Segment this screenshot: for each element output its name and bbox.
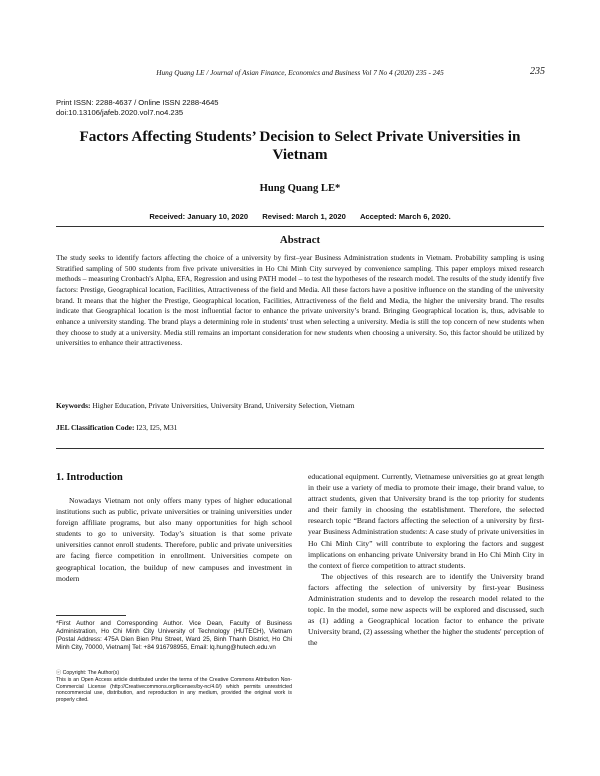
keywords-line: [56, 401, 544, 410]
accepted-date: Accepted: March 6, 2020.: [359, 212, 451, 221]
footnote-divider: [56, 615, 126, 616]
top-divider: [56, 226, 544, 227]
jel-line: [56, 423, 544, 432]
keywords-label: Keywords:: [56, 401, 91, 410]
jel-label: JEL Classification Code:: [56, 423, 135, 432]
revised-date: Revised: March 1, 2020: [262, 212, 346, 221]
paper-title: Factors Affecting Students’ Decision to Select Private Universities in Vietnam: [79, 128, 521, 163]
intro-column-1-text: Nowadays Vietnam not only offers many types of higher educational institutions such as public, private universities or training universities under foreign affiliate programs, but also many opportunities for high school students to go to university. Today’s situation is that some private universities cannot enroll students. Therefore, public and private universities are facing fierce competition in enrollment. Universities compete on geographical location, the buildup of new campuses and investment in modern: [56, 496, 292, 583]
keywords-text: Higher Education, Private Universities, University Brand, University Selection, Vietnam: [92, 401, 355, 410]
abstract-text: The study seeks to identify factors affecting the choice of a university by first–year Business Administration students in Vietnam. Probability sampling is using Stratified sampling of 500 students from five private universities in Ho Chi Minh City surveyed by convenience sampling. This paper employs mixed research methods – measuring Cronbach's Alpha, EFA, Regression and using PATH model – to test the hypotheses of the research model. The results of the study identify five factors: Prestige, Geographical location, Facilities, Attractiveness of the field and Media. All these factors have a positive influence on the standing of the university brand. It means that the higher the Prestige, Geographical location, Facilities, Attractiveness of the field and Media, the higher the university brand. The results indicate that Geographical location is the most influential factor to enhance the private university’s brand. Bringing Geographical location is, thus, advisable to enhance a university standing. The brand plays a determining role in students' trust when selecting a university. Media is still the top concern of new students when they choose to study at a university. Media still remains an important consideration for new students when choosing a university. So, this factor should be utilized by universities to enhance their attractiveness.: [56, 253, 544, 348]
intro-paragraph: educational equipment. Currently, Vietnamese universities go at great length in their use a variety of media to promote their image, their brand value, to attract students, given that University brand is the top priority for students and their family in choosing the establishment. Therefore, the selected research topic “Brand factors affecting the selection of a university by first-year Business Administration students: A case study of private universities in Ho Chi Minh City” will contribute to exploring the factors and suggest implications on enhancing private University brand in Ho Chi Minh City in the context of fierce competition to attract students.: [308, 472, 544, 570]
submission-dates: [56, 212, 544, 221]
issn-block: [56, 98, 219, 118]
jel-text: I23, I25, M31: [136, 423, 178, 432]
doi-line: doi:10.13106/jafeb.2020.vol7.no4.235: [56, 108, 184, 117]
section-divider: [56, 448, 544, 449]
issn-line: Print ISSN: 2288-4637 / Online ISSN 2288-4645: [56, 98, 219, 107]
page-number: 235: [530, 66, 545, 77]
author-footnote: *First Author and Corresponding Author. Vice Dean, Faculty of Business Administration, Ho Chi Minh City University of Technology (HUTECH), Vietnam [Postal Address: 475A Dien Bien Phu Street, Ward 25, Binh Thanh District, Ho Chi Minh City, 70000, Vietnam] Tel: +84 916798955, Email: lq.hung@hutech.edu.vn: [56, 620, 292, 652]
license-text: This is an Open Access article distributed under the terms of the Creative Commons Attribution Non-Commercial License (http://Creativecommons.org/licenses/by-nc/4.0/) which permits unrestricted noncommercial use, distribution, and reproduction in any medium, provided the original work is properly cited.: [56, 677, 292, 703]
section-heading-introduction: 1. Introduction: [56, 472, 123, 483]
intro-paragraph: The objectives of this research are to identify the University brand factors affecting the selection of university by first-year Business Administration students and to develop the research model related to the topic. In the model, some new aspects will be explored and discussed, such as (1) adding a Geographical location factor to enhance the private University brand, (2) assessing whether the higher the students' perception of the: [308, 571, 544, 648]
running-header: Hung Quang LE / Journal of Asian Finance, Economics and Business Vol 7 No 4 (2020) 235 - 245: [156, 68, 444, 77]
received-date: Received: January 10, 2020: [149, 212, 249, 221]
copyright-line: ⓒ Copyright: The Author(s): [56, 670, 120, 676]
paper-author: Hung Quang LE*: [259, 183, 341, 194]
abstract-heading: Abstract: [279, 234, 321, 246]
intro-column-2: [308, 471, 544, 649]
